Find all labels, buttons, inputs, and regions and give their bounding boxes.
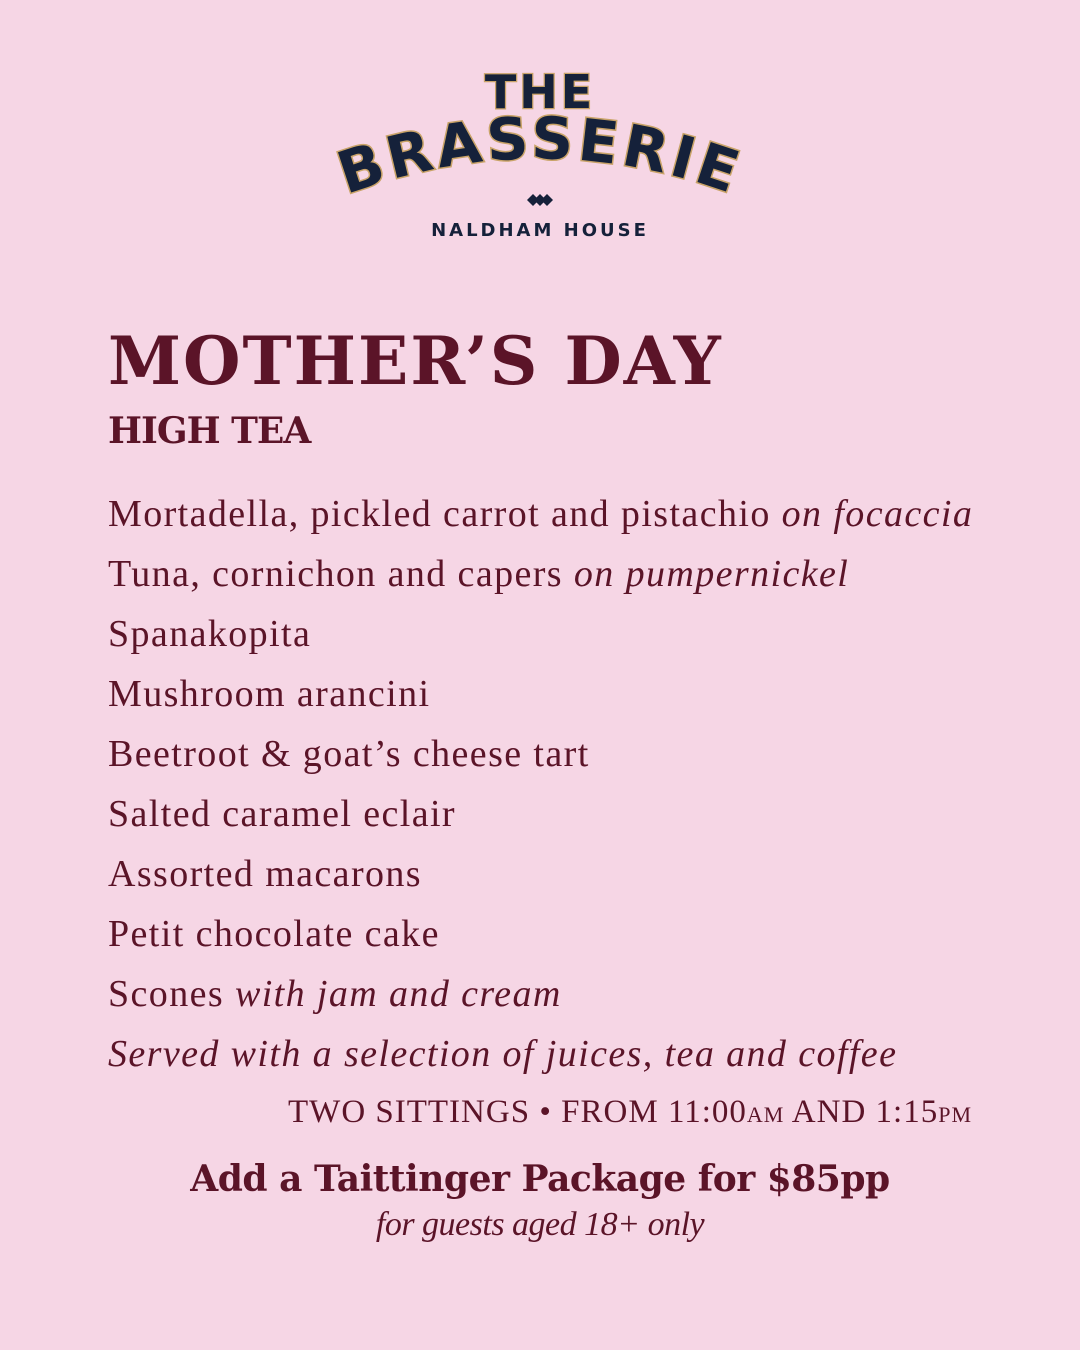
separator-dot-icon: •: [539, 1094, 552, 1130]
logo-subtitle: NALDHAM HOUSE: [431, 220, 649, 241]
menu-item: [108, 724, 1008, 784]
menu-item: [108, 784, 1008, 844]
sitting-ampm-1: AM: [746, 1102, 785, 1127]
menu-item: [108, 664, 1008, 724]
menu-item-text: Assorted macarons: [108, 853, 422, 895]
menu-item-accompaniment: on pumpernickel: [573, 553, 850, 595]
sitting-ampm-2: PM: [938, 1102, 972, 1127]
logo-line-the: THE: [484, 65, 596, 119]
menu-item-text: Mortadella, pickled carrot and pistachio: [108, 493, 771, 535]
sittings-and: AND: [791, 1094, 867, 1130]
menu-item: [108, 604, 1008, 664]
menu-item-text: Petit chocolate cake: [108, 913, 440, 955]
menu-item-accompaniment: with jam and cream: [234, 973, 562, 1015]
sittings-info: [288, 1094, 972, 1131]
menu-item: [108, 844, 1008, 904]
logo-line-brasserie: BRASSERIE: [329, 104, 751, 208]
menu-item-text: Tuna, cornichon and capers: [108, 553, 563, 595]
package-offer: Add a Taittinger Package for $85pp: [190, 1158, 890, 1200]
menu-item-text: Spanakopita: [108, 613, 312, 655]
menu-list: [108, 484, 1008, 1084]
diamond-ornament-icon: [527, 194, 553, 206]
menu-item: [108, 904, 1008, 964]
menu-item: [108, 964, 1008, 1024]
served-with-note: Served with a selection of juices, tea and coffee: [108, 1033, 898, 1075]
page-title: MOTHER’S DAY: [108, 322, 723, 400]
page-subtitle: HIGH TEA: [108, 410, 311, 452]
menu-item-text: Beetroot & goat’s cheese tart: [108, 733, 590, 775]
menu-item-text: Mushroom arancini: [108, 673, 431, 715]
sittings-from: FROM: [561, 1094, 659, 1130]
menu-item-accompaniment: on focaccia: [781, 493, 974, 535]
age-note: for guests aged 18+ only: [375, 1206, 705, 1243]
menu-item: [108, 544, 1008, 604]
menu-item: [108, 484, 1008, 544]
menu-item-text: Salted caramel eclair: [108, 793, 456, 835]
brasserie-logo: [0, 0, 1080, 260]
sittings-label: TWO SITTINGS: [288, 1094, 531, 1130]
sitting-time-1: 11:00: [667, 1094, 747, 1130]
sitting-time-2: 1:15: [875, 1094, 939, 1130]
menu-item-text: Scones: [108, 973, 225, 1015]
